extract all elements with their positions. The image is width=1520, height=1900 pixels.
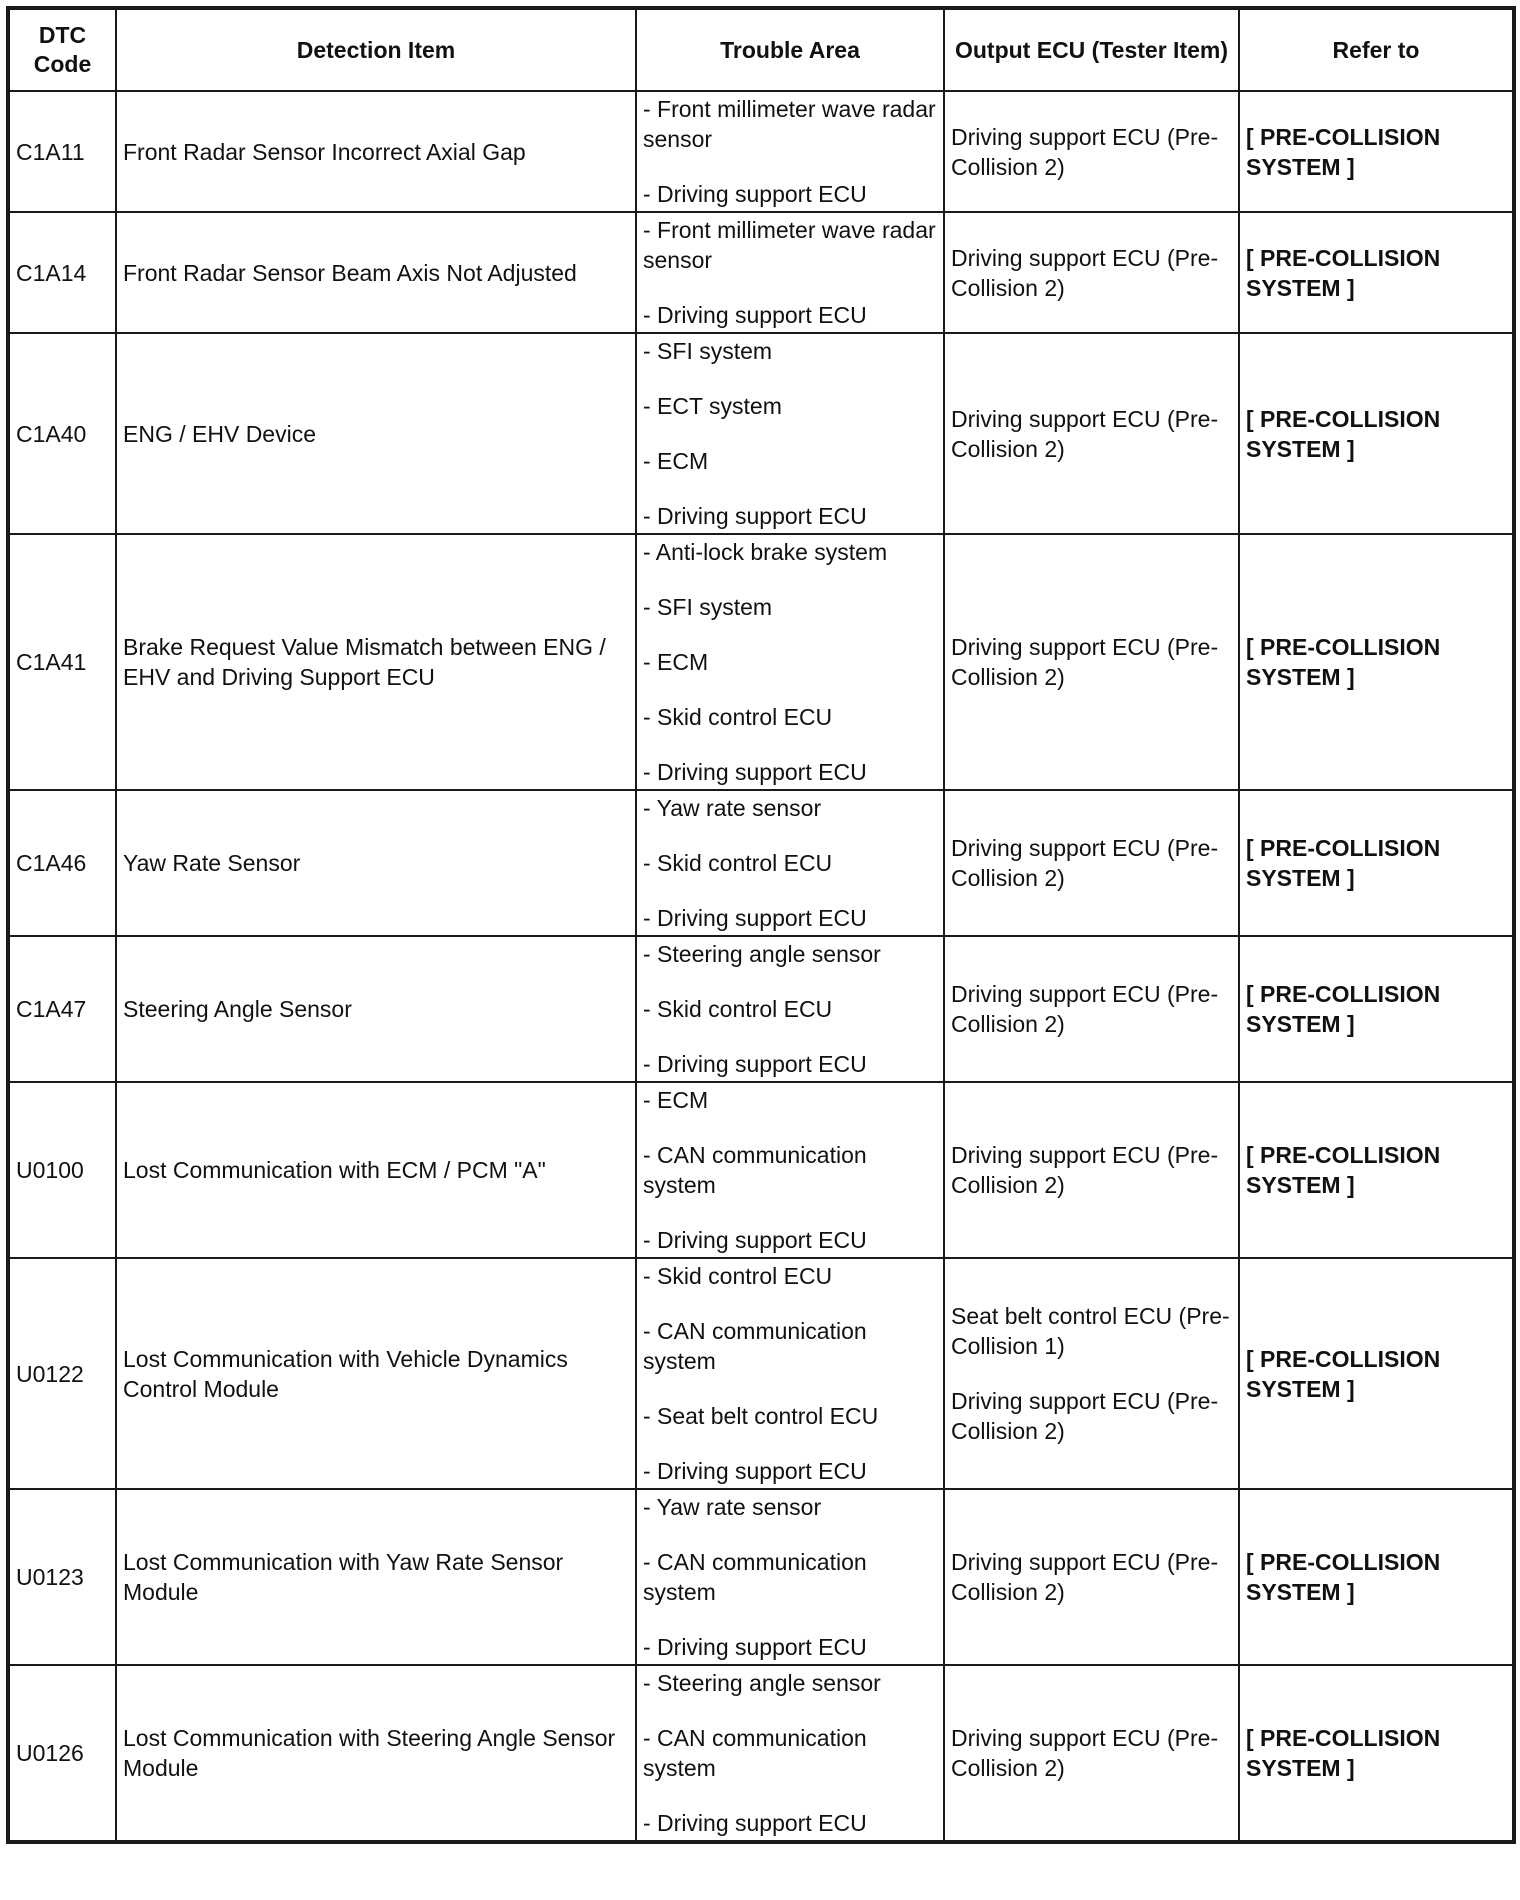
output-ecu — [944, 790, 1239, 936]
refer-to: [ PRE-COLLISION SYSTEM ] — [1239, 1258, 1514, 1489]
dtc-code: U0122 — [8, 1258, 116, 1489]
trouble-area-item: - Driving support ECU — [643, 1458, 867, 1484]
header-dtc-code: DTC Code — [8, 8, 116, 91]
header-row — [8, 8, 1514, 91]
table-row — [8, 790, 1514, 936]
table-row — [8, 333, 1514, 534]
output-ecu-item: Driving support ECU (Pre-Collision 2) — [951, 1142, 1219, 1198]
trouble-area-item: - Front millimeter wave radar sensor — [643, 96, 936, 152]
trouble-area — [636, 1489, 944, 1665]
output-ecu — [944, 333, 1239, 534]
output-ecu-item: Driving support ECU (Pre-Collision 2) — [951, 981, 1219, 1037]
dtc-code: C1A11 — [8, 91, 116, 212]
detection-item: Lost Communication with Vehicle Dynamics Control Module — [116, 1258, 636, 1489]
trouble-area-item: - Driving support ECU — [643, 759, 867, 785]
trouble-area — [636, 936, 944, 1082]
refer-to: [ PRE-COLLISION SYSTEM ] — [1239, 936, 1514, 1082]
table-row — [8, 91, 1514, 212]
output-ecu-item: Driving support ECU (Pre-Collision 2) — [951, 123, 1219, 180]
trouble-area-item: - Steering angle sensor — [643, 941, 881, 967]
output-ecu — [944, 212, 1239, 333]
trouble-area-item: - Driving support ECU — [643, 302, 867, 328]
dtc-table-container — [6, 6, 1512, 1892]
header-detection-item: Detection Item — [116, 8, 636, 91]
dtc-code: U0126 — [8, 1665, 116, 1842]
output-ecu — [944, 1489, 1239, 1665]
trouble-area-item: - Driving support ECU — [643, 905, 867, 931]
trouble-area-item: - ECM — [643, 1087, 709, 1113]
output-ecu-item: Seat belt control ECU (Pre-Collision 1) — [951, 1303, 1230, 1359]
trouble-area-item: - Driving support ECU — [643, 1634, 867, 1660]
detection-item: Lost Communication with ECM / PCM "A" — [116, 1082, 636, 1258]
output-ecu-item: Driving support ECU (Pre-Collision 2) — [951, 405, 1219, 462]
trouble-area-item: - Skid control ECU — [643, 996, 833, 1022]
table-row — [8, 936, 1514, 1082]
output-ecu-item: Driving support ECU (Pre-Collision 2) — [951, 1725, 1219, 1781]
trouble-area-item: - CAN communication system — [643, 1142, 867, 1198]
dtc-code: C1A46 — [8, 790, 116, 936]
output-ecu-item: Driving support ECU (Pre-Collision 2) — [951, 1549, 1219, 1605]
trouble-area — [636, 1665, 944, 1842]
trouble-area-item: - CAN communication system — [643, 1725, 867, 1781]
table-row — [8, 1665, 1514, 1842]
detection-item: Steering Angle Sensor — [116, 936, 636, 1082]
refer-to: [ PRE-COLLISION SYSTEM ] — [1239, 1082, 1514, 1258]
output-ecu — [944, 91, 1239, 212]
trouble-area-item: - Driving support ECU — [643, 1810, 867, 1836]
table-row — [8, 212, 1514, 333]
trouble-area-item: - Skid control ECU — [643, 704, 833, 730]
header-output-ecu: Output ECU (Tester Item) — [944, 8, 1239, 91]
trouble-area-item: - Driving support ECU — [643, 1051, 867, 1077]
refer-to: [ PRE-COLLISION SYSTEM ] — [1239, 790, 1514, 936]
refer-to: [ PRE-COLLISION SYSTEM ] — [1239, 534, 1514, 790]
detection-item: ENG / EHV Device — [116, 333, 636, 534]
output-ecu — [944, 1082, 1239, 1258]
trouble-area-item: - Steering angle sensor — [643, 1670, 881, 1696]
output-ecu-item: Driving support ECU (Pre-Collision 2) — [951, 1388, 1219, 1444]
trouble-area-item: - SFI system — [643, 594, 773, 620]
table-row — [8, 1489, 1514, 1665]
dtc-code: U0123 — [8, 1489, 116, 1665]
trouble-area — [636, 1082, 944, 1258]
trouble-area-item: - Driving support ECU — [643, 503, 867, 529]
detection-item: Front Radar Sensor Incorrect Axial Gap — [116, 91, 636, 212]
trouble-area-item: - CAN communication system — [643, 1549, 867, 1605]
output-ecu — [944, 1258, 1239, 1489]
trouble-area-item: - Driving support ECU — [643, 1227, 867, 1253]
output-ecu — [944, 1665, 1239, 1842]
refer-to: [ PRE-COLLISION SYSTEM ] — [1239, 1489, 1514, 1665]
trouble-area-item: - SFI system — [643, 338, 773, 364]
trouble-area-item: - CAN communication system — [643, 1318, 867, 1374]
trouble-area-item: - ECM — [643, 448, 709, 474]
refer-to: [ PRE-COLLISION SYSTEM ] — [1239, 91, 1514, 212]
dtc-code: C1A41 — [8, 534, 116, 790]
trouble-area — [636, 1258, 944, 1489]
output-ecu — [944, 534, 1239, 790]
trouble-area-item: - ECT system — [643, 393, 782, 419]
trouble-area-item: - Skid control ECU — [643, 850, 833, 876]
trouble-area-item: - ECM — [643, 649, 709, 675]
dtc-code: C1A47 — [8, 936, 116, 1082]
trouble-area-item: - Yaw rate sensor — [643, 795, 822, 821]
header-refer-to: Refer to — [1239, 8, 1514, 91]
dtc-code: U0100 — [8, 1082, 116, 1258]
detection-item: Lost Communication with Steering Angle Sensor Module — [116, 1665, 636, 1842]
output-ecu — [944, 936, 1239, 1082]
table-row — [8, 1258, 1514, 1489]
trouble-area — [636, 333, 944, 534]
refer-to: [ PRE-COLLISION SYSTEM ] — [1239, 333, 1514, 534]
table-body — [8, 91, 1514, 1842]
detection-item: Brake Request Value Mismatch between ENG / EHV and Driving Support ECU — [116, 534, 636, 790]
trouble-area-item: - Driving support ECU — [643, 181, 867, 207]
trouble-area — [636, 534, 944, 790]
trouble-area — [636, 212, 944, 333]
header-trouble-area: Trouble Area — [636, 8, 944, 91]
trouble-area-item: - Anti-lock brake system — [643, 539, 888, 565]
refer-to: [ PRE-COLLISION SYSTEM ] — [1239, 212, 1514, 333]
table-row — [8, 1082, 1514, 1258]
dtc-code: C1A40 — [8, 333, 116, 534]
refer-to: [ PRE-COLLISION SYSTEM ] — [1239, 1665, 1514, 1842]
trouble-area-item: - Skid control ECU — [643, 1263, 833, 1289]
output-ecu-item: Driving support ECU (Pre-Collision 2) — [951, 634, 1219, 690]
trouble-area — [636, 790, 944, 936]
detection-item: Yaw Rate Sensor — [116, 790, 636, 936]
table-row — [8, 534, 1514, 790]
trouble-area — [636, 91, 944, 212]
detection-item: Lost Communication with Yaw Rate Sensor Module — [116, 1489, 636, 1665]
trouble-area-item: - Yaw rate sensor — [643, 1494, 822, 1520]
detection-item: Front Radar Sensor Beam Axis Not Adjusted — [116, 212, 636, 333]
trouble-area-item: - Seat belt control ECU — [643, 1403, 879, 1429]
output-ecu-item: Driving support ECU (Pre-Collision 2) — [951, 835, 1219, 891]
trouble-area-item: - Front millimeter wave radar sensor — [643, 217, 936, 273]
output-ecu-item: Driving support ECU (Pre-Collision 2) — [951, 244, 1219, 301]
dtc-table — [6, 6, 1516, 1844]
dtc-code: C1A14 — [8, 212, 116, 333]
